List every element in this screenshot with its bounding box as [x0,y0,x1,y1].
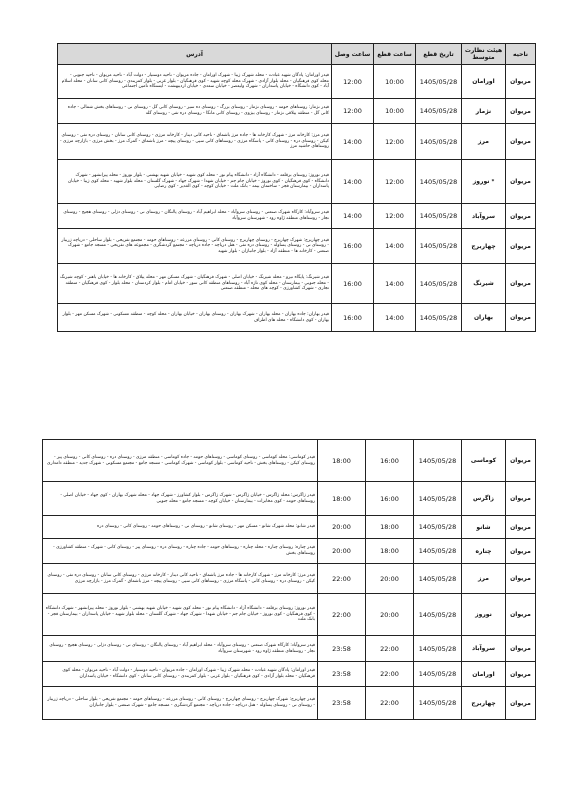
cell-date-text: 1405/05/28 [418,699,457,707]
cell-region [506,564,536,594]
cell-district [462,124,506,160]
cell-date-text: 1405/05/28 [419,212,458,220]
table-row [58,99,536,124]
header-address: آدرس [58,44,332,65]
cell-start-time [366,516,414,539]
cell-start-time [366,687,414,720]
cell-end-time [318,687,366,720]
cell-date-text: 1405/05/28 [419,137,458,146]
table-row [43,440,536,482]
cell-district [462,304,506,332]
cell-region [506,516,536,539]
table-row [58,65,536,99]
header-region: ناحیه [506,44,536,65]
cell-start-time-text: 18:00 [380,547,399,555]
cell-district-text: چهاربرج [471,242,496,250]
cell-district-text: مرز [478,575,489,582]
cell-date [416,65,462,99]
cell-date [414,482,462,516]
cell-start-time [374,204,416,229]
cell-end-time-text: 20:00 [332,547,351,555]
cell-date-text: 1405/05/28 [418,610,457,619]
cell-start-time-text: 12:00 [385,177,404,186]
cell-region-text: مریوان [510,547,531,555]
cell-end-time-text: 23:58 [332,644,351,653]
cell-region-text: مریوان [510,699,531,707]
cell-address [58,229,332,264]
cell-start-time-text: 16:00 [380,456,399,465]
cell-region-text: مریوان [510,670,531,678]
cell-address-text: فیدر نوروز: روستای برقلعه - دانشگاه آزاد - دانشگاه پیام نور - محله کوی شهید - خیابان شهید بهشتی - بلوار نوروز - محله پیرانشهر - شهرک دانشگاه - کوی فرهنگیان - کوی نوروز - خیابان جام جم - خیابان شهدا - شهرک جهاد - شهرک گلستان - محله بلوار شهید - محله کوی زیبا - خیابان پاسداران - بیمارستان فجر - ساختمان بیمه - بانک ملت - خیابان کوچه - کوی الغدیر - کوی رضایی [67,173,329,190]
cell-start-time-text: 10:00 [385,107,404,115]
cell-end-time [318,482,366,516]
cell-district [462,539,506,564]
cell-date [416,160,462,204]
cell-end-time [318,636,366,662]
cell-address-text: فیدر چهاربرج: شهرک چهاربرج - روستای چهاربرج - روستای کانی - روستای مزرعه - روستاهای حومه - مجتمع تفریحی - بلوار ساحلی - دریاچه زریبار - روستای نی - روستای یساوله - روستای دره تفی - هتل دریاچه - جاده دریاچه - مجتمع گردشگری - مجموعه های تفریحی - مسجد جامع - شهرک صنعتی - کارخانه ها - منطقه آزاد - بلوار جانبازان - بلوار شهید [61,237,329,254]
cell-district [462,636,506,662]
cell-district [462,516,506,539]
cell-region-text: مریوان [510,523,531,531]
cell-address [43,687,318,720]
cell-end-time [318,440,366,482]
cell-start-time [366,440,414,482]
cell-start-time-text: 20:00 [380,574,399,583]
cell-end-time [332,65,374,99]
cell-start-time-text: 10:00 [385,77,404,86]
cell-start-time [366,482,414,516]
cell-end-time [318,539,366,564]
cell-start-time [374,264,416,304]
cell-start-time [366,564,414,594]
cell-address [58,264,332,304]
cell-end-time-text: 14:00 [343,137,362,146]
cell-date-text: 1405/05/28 [419,77,458,86]
cell-date [414,440,462,482]
cell-end-time [332,304,374,332]
cell-date-text: 1405/05/28 [419,242,458,250]
cell-end-time [318,662,366,687]
cell-end-time-text: 20:00 [332,523,351,531]
cell-region-text: مریوان [510,611,531,618]
cell-region-text: مریوان [510,178,531,185]
table-row [43,687,536,720]
cell-address [58,304,332,332]
cell-region [506,304,536,332]
cell-end-time [318,564,366,594]
cell-region [506,636,536,662]
cell-start-time [374,160,416,204]
cell-district-text: شیرنگ [473,280,494,287]
cell-district-text: زاگرس [472,495,494,502]
cell-end-time-text: 16:00 [343,242,362,250]
cell-date [416,229,462,264]
cell-start-time [374,65,416,99]
cell-district-text: نوروز [475,611,492,618]
cell-address-text: فیدر زاگرس: محله زاگرس - خیابان زاگرس - شهرک زاگرس - بلوار کشاورز - شهرک جهاد - محله شهرک بهاران - کوی جهاد - خیابان اصلی - روستاهای حومه - کوی مخابرات - بیمارستان - خیابان کوچه - مسجد جامع - محله جنوبی [60,492,315,504]
cell-end-time [332,124,374,160]
cell-district-text: چناره [475,547,492,555]
table-row [43,594,536,636]
cell-district-text: سروآباد [471,645,495,652]
cell-district [462,687,506,720]
cell-address [58,204,332,229]
cell-start-time-text: 12:00 [385,212,404,220]
cell-district [462,160,506,204]
cell-end-time-text: 16:00 [343,313,362,322]
cell-end-time-text: 18:00 [332,494,351,503]
cell-region [506,539,536,564]
table-row [58,124,536,160]
cell-date [414,662,462,687]
cell-address-text: فیدر نوروز: روستای برقلعه - دانشگاه آزاد - دانشگاه پیام نور - محله کوی شهید - خیابان شهید بهشتی - بلوار نوروز - محله پیرانشهر - شهرک دانشگاه - کوی فرهنگیان - کوی نوروز - خیابان جام جم - خیابان شهدا - شهرک جهاد - شهرک گلستان - محله بلوار شهید - خیابان پاسداران - بیمارستان فجر - بانک ملت [45,606,315,623]
table-row [43,482,536,516]
cell-date-text: 1405/05/28 [419,107,458,115]
cell-start-time-text: 14:00 [385,242,404,250]
row-marker-star: * [491,179,495,185]
cell-start-time [366,594,414,636]
cell-address-text: فیدر نژمار: روستاهای حومه - روستای نژمار - روستای بزرگ - روستای ده سیر - روستای کانی گل - روستای نی - روستاهای بخش شمالی - جاده کانی گل - منطقه ییلاقی نژمار - روستای بیژوی - روستای کانی مانگا - روستای دره تفی - روستای گله [67,105,329,116]
cell-region [506,65,536,99]
cell-region [506,204,536,229]
cell-region-text: مریوان [510,457,531,464]
cell-start-time [374,304,416,332]
cell-address-text: فیدر اورامان: پادگان شهید عبادت - محله شهرک زیبا - شهرک اورامان - جاده مریوان - ناحیه دوستیار - دولت آباد - ناحیه مریوان - محله کوی فرهنگیان - محله بلوار آزادی - کوی فرهنگیان - بلوار غربی - بلوار کمربندی - روستای کانی سانان - کوی دانشگاه - خیابان پاسداران [62,668,315,679]
cell-region-text: مریوان [510,78,531,85]
cell-district [462,482,506,516]
cell-date [414,539,462,564]
cell-region-text: مریوان [510,575,531,582]
cell-address-text: فیدر چهاربرج: شهرک چهاربرج - روستای چهاربرج - روستای کانی - روستای مزرعه - روستاهای حومه - مجتمع تفریحی - بلوار ساحلی - دریاچه زریبار - روستای نی - روستای یساوله - هتل دریاچه - جاده دریاچه - مجتمع گردشگری - مسجد جامع - شهرک صنعتی - بلوار جانبازان [47,697,315,708]
cell-date-text: 1405/05/28 [418,494,457,503]
cell-end-time [332,99,374,124]
cell-end-time-text: 12:00 [343,77,362,86]
cell-address-text: فیدر چناره: روستای چناره - محله چناره - روستاهای حومه - جاده چناره - روستای دره - روستای پیر - روستای کانی - شهرک - منطقه کشاورزی - روستاهای بخش [53,545,315,556]
cell-district-text: نژمار [475,107,492,115]
cell-date-text: 1405/05/28 [418,523,457,531]
cell-end-time-text: 22:00 [332,574,351,583]
cell-region [506,264,536,304]
outage-table-2 [42,439,536,720]
cell-district [462,662,506,687]
cell-start-time [374,124,416,160]
cell-date [414,594,462,636]
table-row [43,539,536,564]
cell-start-time-text: 14:00 [385,313,404,322]
cell-start-time-text: 16:00 [380,494,399,503]
table-row [43,564,536,594]
cell-end-time-text: 16:00 [343,279,362,288]
cell-date [414,516,462,539]
cell-district-text: اورامان [472,670,495,678]
cell-date [416,99,462,124]
cell-region-text: مریوان [510,242,531,250]
cell-end-time-text: 14:00 [343,177,362,186]
cell-address-text: فیدر مرز: کارخانه مرز - شهرک کارخانه ها - جاده مرز باشماق - ناحیه کانی دینار - کارخانه مرزی - روستای کانی سانان - روستای دره تفی - روستای کیکن - روستای دره - روستای کانی - پاسگاه مرزی - روستاهای کانی سپی - روستای پیچه - مرز باشماق - گمرک مرز - بازارچه مرزی [47,572,315,584]
outage-table-1 [57,43,536,332]
table-row [43,662,536,687]
cell-region [506,124,536,160]
cell-district [462,65,506,99]
table-row [58,160,536,204]
cell-region [506,482,536,516]
cell-date-text: 1405/05/28 [418,547,457,555]
cell-district [462,594,506,636]
cell-date [416,204,462,229]
cell-region [506,229,536,264]
header-start-time: ساعت قطع [374,44,416,65]
cell-start-time-text: 22:00 [380,644,399,653]
cell-region-text: مریوان [510,212,531,220]
cell-region [506,99,536,124]
cell-date-text: 1405/05/28 [418,644,457,653]
cell-date-text: 1405/05/28 [419,177,458,186]
cell-date-text: 1405/05/28 [418,456,457,465]
table-header-row [58,44,536,65]
cell-address [43,594,318,636]
cell-district-text: اورامان [472,78,495,85]
header-district: هیئت نظارت متوسط [462,44,506,65]
cell-district-text: مرز [478,138,489,145]
table-row [58,304,536,332]
cell-date [414,564,462,594]
cell-address [43,539,318,564]
cell-end-time [332,160,374,204]
cell-address [43,516,318,539]
cell-start-time-text: 18:00 [380,523,399,531]
cell-address-text: فیدر شیرنگ: پایگاه نیرو - محله شیرنگ - خیابان اصلی - شهرک فرهنگیان - شهرک مسکن مهر - محله ییلاق - کارخانه ها - خیابان باهنر - کوچه شیرنگ - محله جنوبی - بیمارستان - محله کوی تازه آباد - روستاهای منطقه کانی سور - خیابان امام - بلوار کردستان - محله بلوار - کوی فرهنگیان - منطقه تجاری - شهرک کشاورزی - کوچه های محله - منطقه صنعتی [60,275,329,292]
cell-end-time-text: 23:58 [332,699,351,707]
cell-date [416,304,462,332]
cell-district-text: کوماسی [470,457,497,464]
cell-region-text: مریوان [510,645,531,652]
cell-district [462,204,506,229]
cell-region [506,160,536,204]
cell-end-time [332,264,374,304]
cell-end-time [332,229,374,264]
cell-start-time-text: 14:00 [385,279,404,288]
table-row [43,516,536,539]
cell-address [43,564,318,594]
cell-district [462,564,506,594]
cell-date [416,124,462,160]
cell-district [462,229,506,264]
cell-region [506,662,536,687]
cell-district-text: بهاران [473,314,494,321]
cell-address-text: فیدر بهاران: جاده بهاران - محله بهاران - شهرک بهاران - روستای بهاران - خیابان بهاران - محله کوچه - منطقه مسکونی - شهرک مسکن مهر - بلوار بهاران - کوی دانشگاه - محله های اطراف [62,311,329,323]
cell-date-text: 1405/05/28 [419,279,458,288]
cell-district-text: سروآباد [471,212,495,220]
cell-start-time [366,636,414,662]
cell-region [506,594,536,636]
cell-address-text: فیدر سروآباد: کارگاه شهرک صنعتی - روستای سروآباد - محله ابراهیم آباد - روستای پالنگان - روستای نی - روستای دزلی - روستای هجیج - روستای نجار - روستاهای منطقه ژاوه رود - شهرستان سروآباد [49,642,315,654]
header-end-time: ساعت وصل [332,44,374,65]
cell-date [416,264,462,304]
cell-address [43,636,318,662]
cell-end-time-text: 23:58 [332,670,351,678]
cell-district-text: نوروز [472,178,490,185]
cell-region [506,687,536,720]
cell-address [58,65,332,99]
table-row [58,264,536,304]
cell-district-text: چهاربرج [471,699,496,707]
cell-district [462,440,506,482]
cell-district [462,264,506,304]
cell-start-time-text: 22:00 [380,699,399,707]
cell-date-text: 1405/05/28 [418,670,457,678]
cell-start-time [374,229,416,264]
cell-district [462,99,506,124]
cell-date-text: 1405/05/28 [418,574,457,583]
table-row [58,229,536,264]
cell-start-time [374,99,416,124]
cell-address-text: فیدر شانو: محله شهرک شانو - مسکن مهر - روستای شانو - روستای نی - روستاهای حومه - روستای کانی - روستای دره [97,524,315,530]
cell-address-text: فیدر اورامان: پادگان شهید عبادت - محله شهرک زیبا - شهرک اورامان - جاده مریوان - ناحیه دوستیار - دولت آباد - ناحیه مریوان - ناحیه جنوبی - محله کوی فرهنگیان - محله بلوار آزادی - شهرک محله کوچه شهید - کوی فرهنگیان - بلوار غربی - بلوار کمربندی - روستای کانی سانان - محله اسلام آباد - کوی دانشگاه - خیابان پاسداران - شهرک ولیعصر - خیابان سعدی - خیابان اردیبهشت - ایستگاه تامین اجتماعی [61,73,329,90]
cell-address-text: فیدر مرز: کارخانه مرز - شهرک کارخانه ها - جاده مرز باشماق - ناحیه کانی دینار - کارخانه مرزی - روستای کانی سانان - روستای دره تفی - روستای کیکن - روستای دره - روستای کانی - پاسگاه مرزی - روستاهای کانی سپی - روستای پیچه - مرز باشماق - گمرک مرز - بخش مرزی - بازارچه مرزی - روستاهای حاشیه مرز [60,133,329,150]
cell-address-text: فیدر کوماسی: محله کوماسی - روستای کوماسی - روستاهای حومه - جاده کوماسی - منطقه مرزی - روستای دره - روستای کانی - روستای پیر - روستای کیکن - روستاهای بخش - ناحیه کوماسی - بلوار کوماسی - شهرک کوماسی - مسجد جامع - مجتمع مسکونی - شهرک جدید - منطقه دامداری [47,454,315,466]
cell-end-time [318,516,366,539]
header-date: تاریخ قطع [416,44,462,65]
cell-address [58,99,332,124]
cell-start-time-text: 12:00 [385,137,404,146]
cell-start-time [366,539,414,564]
cell-start-time-text: 22:00 [380,670,399,678]
cell-address [43,482,318,516]
cell-address [43,440,318,482]
table-row [58,204,536,229]
cell-date [414,636,462,662]
cell-district-text: شانو [476,523,491,531]
cell-end-time-text: 22:00 [332,610,351,619]
cell-end-time-text: 18:00 [332,456,351,465]
cell-region-text: مریوان [510,280,531,287]
cell-region-text: مریوان [510,314,531,321]
cell-address [58,124,332,160]
cell-address [58,160,332,204]
cell-address-text: فیدر سروآباد: کارگاه شهرک صنعتی - روستای سروآباد - محله ابراهیم آباد - روستای پالنگان - روستای نی - روستای دزلی - روستای هجیج - روستای نجار - روستاهای منطقه ژاوه رود - شهرستان سروآباد [63,210,329,221]
cell-date-text: 1405/05/28 [419,313,458,322]
cell-start-time [366,662,414,687]
cell-region-text: مریوان [510,107,531,115]
cell-region-text: مریوان [510,495,531,502]
cell-region [506,440,536,482]
cell-end-time-text: 12:00 [343,107,362,115]
cell-address [43,662,318,687]
cell-end-time [332,204,374,229]
table-row [43,636,536,662]
cell-end-time [318,594,366,636]
cell-date [414,687,462,720]
cell-end-time-text: 14:00 [343,212,362,220]
cell-region-text: مریوان [510,138,531,145]
cell-start-time-text: 20:00 [380,610,399,619]
